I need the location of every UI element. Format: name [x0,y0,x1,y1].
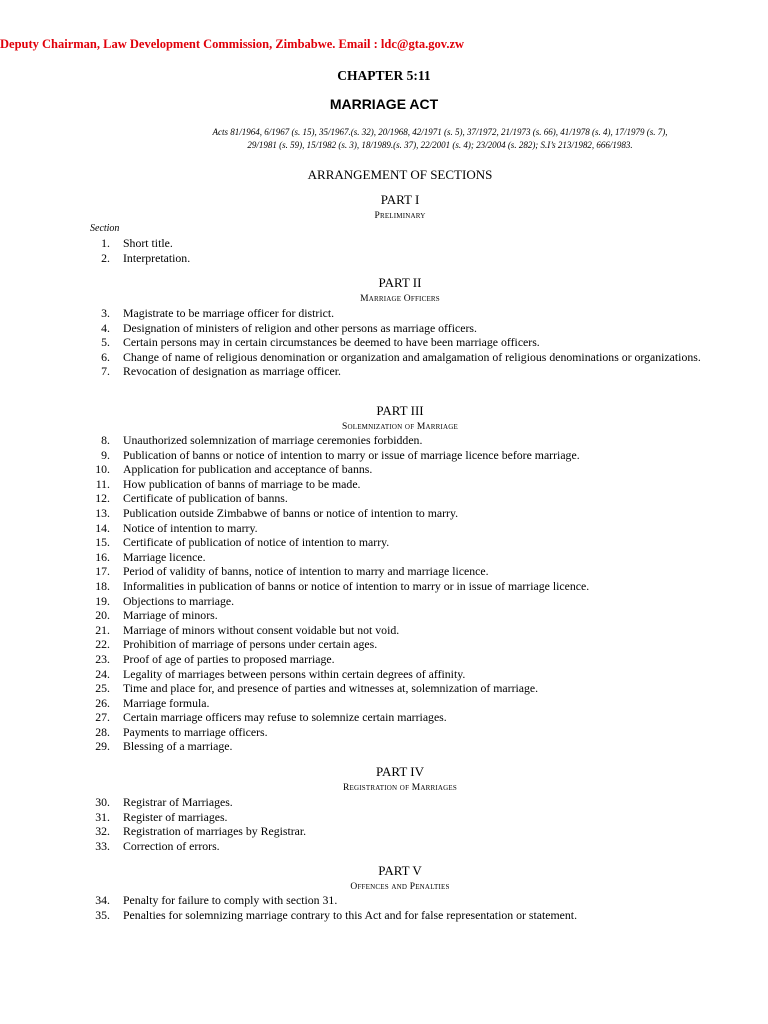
part-subheading: Registration of Marriages [343,783,457,793]
section-title: Change of name of religious denomination or organization and amalgamation of religious denominations or organizations. [123,349,701,364]
list-item [0,795,768,810]
list-item [0,491,768,506]
section-title: Informalities in publication of banns or notice of intention to marry or in issue of marriage licence. [123,578,590,593]
list-item [0,350,768,365]
section-number: 18. [95,578,110,593]
section-title: Unauthorized solemnization of marriage ceremonies forbidden. [123,433,423,447]
section-title: Revocation of designation as marriage officer. [123,364,341,379]
section-title: Certificate of publication of notice of intention to marry. [123,535,390,550]
part-subheading: Preliminary [374,211,426,221]
part-heading: PART II [378,275,422,290]
section-title: Registration of marriages by Registrar. [123,824,307,839]
section-number: 20. [95,608,110,623]
list-item [0,448,768,463]
section-title: Period of validity of banns, notice of intention to marry and marriage licence. [123,564,489,579]
section-title: Registrar of Marriages. [123,795,233,809]
list-item [0,893,768,908]
list-item [0,550,768,565]
section-title: Certain marriage officers may refuse to solemnize certain marriages. [123,710,447,725]
section-number: 4. [101,320,110,335]
section-number: 34. [95,893,110,907]
section-title: Marriage formula. [123,695,210,710]
section-number: 31. [95,809,110,824]
section-number: 7. [101,364,110,379]
list-item [0,535,768,550]
section-number: 11. [95,476,110,491]
list-item [0,810,768,825]
section-number: 9. [101,447,110,462]
part-heading: PART I [380,192,420,207]
section-title: Penalty for failure to comply with section 31. [123,893,338,907]
section-title: Marriage licence. [123,549,206,564]
list-item [0,433,768,448]
act-title: MARRIAGE ACT [329,96,439,112]
author-credit-line: Deputy Chairman, Law Development Commission, Zimbabwe. Email : ldc@gta.gov.zw [0,37,465,51]
part-heading: PART IV [376,764,424,779]
section-number: 13. [95,505,110,520]
part-subheading: Offences and Penalties [350,882,450,892]
list-item [0,236,768,251]
section-list [0,236,768,265]
section-number: 30. [95,795,110,809]
section-list [0,795,768,853]
section-list [0,893,768,922]
list-item [0,839,768,854]
list-item [0,579,768,594]
list-item [0,564,768,579]
section-number: 1. [101,236,110,250]
list-item [0,696,768,711]
section-number: 12. [95,491,110,506]
list-item [0,335,768,350]
section-number: 33. [95,838,110,853]
list-item [0,637,768,652]
list-item [0,824,768,839]
amendments-line-2: 29/1981 (s. 59), 15/1982 (s. 3), 18/1989.(s. 37), 22/2001 (s. 4); 23/2004 (s. 282); S.I’s 213/1982, 666/1983. [247,139,633,150]
section-title: Marriage of minors. [123,608,218,623]
section-number: 5. [101,335,110,350]
section-title: Publication of banns or notice of intention to marry or issue of marriage licence before marriage. [123,447,580,462]
section-title: Time and place for, and presence of parties and witnesses at, solemnization of marriage. [123,681,539,696]
section-number: 28. [95,724,110,739]
section-title: Short title. [123,236,173,250]
part-subheading: Marriage Officers [360,294,440,304]
section-number: 16. [95,549,110,564]
section-title: Marriage of minors without consent voidable but not void. [123,622,400,637]
section-number: 8. [101,433,110,447]
list-item [0,710,768,725]
arrangement-heading: ARRANGEMENT OF SECTIONS [307,167,493,182]
list-item [0,521,768,536]
section-title: Proof of age of parties to proposed marriage. [123,651,335,666]
section-number: 22. [95,637,110,652]
section-title: Certain persons may in certain circumstances be deemed to have been marriage officers. [123,335,540,350]
section-number: 29. [95,739,110,754]
section-number: 3. [101,306,110,320]
section-number: 10. [95,462,110,477]
list-item [0,652,768,667]
section-number: 23. [95,651,110,666]
part-subheading: Solemnization of Marriage [341,422,459,432]
section-title: Correction of errors. [123,838,220,853]
section-number: 27. [95,710,110,725]
list-item [0,908,768,923]
section-title: Certificate of publication of banns. [123,491,288,506]
part-heading: PART III [376,403,424,418]
section-number: 26. [95,695,110,710]
section-list [0,433,768,754]
section-title: Blessing of a marriage. [123,739,233,754]
list-item [0,251,768,266]
section-number: 19. [95,593,110,608]
section-title: Designation of ministers of religion and other persons as marriage officers. [123,320,477,335]
section-title: Notice of intention to marry. [123,520,258,535]
chapter-number: CHAPTER 5:11 [337,68,431,83]
section-number: 32. [95,824,110,839]
section-number: 6. [101,349,110,364]
section-number: 15. [95,535,110,550]
list-item [0,506,768,521]
list-item [0,462,768,477]
list-item [0,667,768,682]
section-column-label: Section [90,223,120,234]
list-item [0,364,768,379]
amendments-list [160,126,720,151]
section-title: Objections to marriage. [123,593,235,608]
section-number: 2. [101,250,110,265]
section-title: Application for publication and acceptance of banns. [123,462,373,477]
list-item [0,321,768,336]
list-item [0,477,768,492]
section-title: Payments to marriage officers. [123,724,268,739]
section-number: 35. [95,907,110,922]
list-item [0,739,768,754]
section-number: 21. [95,622,110,637]
section-list [0,306,768,379]
part-heading: PART V [378,863,422,878]
section-number: 24. [95,666,110,681]
list-item [0,725,768,740]
list-item [0,608,768,623]
section-title: How publication of banns of marriage to be made. [123,476,361,491]
section-title: Penalties for solemnizing marriage contrary to this Act and for false representation or statement. [123,907,578,922]
section-title: Magistrate to be marriage officer for district. [123,306,335,320]
section-number: 17. [95,564,110,579]
section-title: Prohibition of marriage of persons under certain ages. [123,637,378,652]
section-title: Register of marriages. [123,809,228,824]
section-title: Publication outside Zimbabwe of banns or notice of intention to marry. [123,505,459,520]
list-item [0,681,768,696]
list-item [0,623,768,638]
section-number: 14. [95,520,110,535]
list-item [0,594,768,609]
list-item [0,306,768,321]
section-number: 25. [95,681,110,696]
amendments-line-1: Acts 81/1964, 6/1967 (s. 15), 35/1967.(s. 32), 20/1968, 42/1971 (s. 5), 37/1972, 21/1973 (s. 66), 41/1978 (s. 4), 17/1979 (s. 7), [212,127,668,137]
section-title: Interpretation. [123,250,191,265]
section-title: Legality of marriages between persons within certain degrees of affinity. [123,666,466,681]
